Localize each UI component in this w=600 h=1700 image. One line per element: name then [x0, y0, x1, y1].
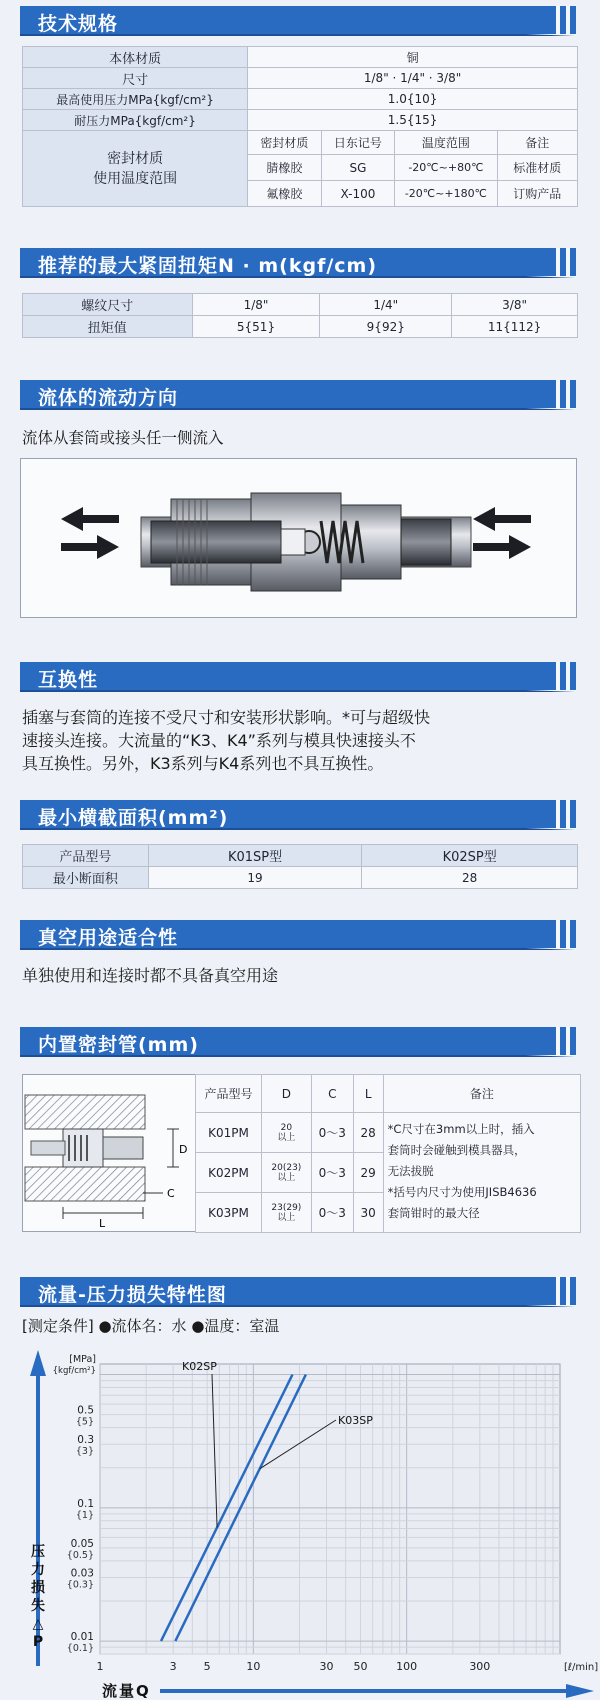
text-line: 具互换性。另外，K3系列与K4系列也不具互换性。 — [22, 754, 384, 773]
seal-cell: 订购产品 — [497, 181, 577, 207]
seal-tube-col-header: D — [261, 1075, 311, 1113]
spec-table — [22, 46, 578, 207]
y-axis-label-char: 损 — [31, 1580, 45, 1596]
y-tick-label: 0.01 — [70, 1631, 94, 1644]
x-tick-label: 5 — [203, 1660, 211, 1673]
right-flow-arrows-icon — [473, 507, 531, 559]
note-line: 无法拔脱 — [387, 1164, 434, 1178]
y-axis-label-char: △ — [32, 1616, 44, 1632]
torque-cell: 11{112} — [452, 316, 578, 338]
plot-area — [100, 1364, 560, 1654]
y-tick-sublabel: {1} — [75, 1509, 94, 1521]
d-value: 23(29) — [271, 1202, 302, 1213]
torque-cell: 9{92} — [320, 316, 452, 338]
x-axis-label: 流量Q — [102, 1682, 151, 1700]
seal-cell: -20℃~+80℃ — [395, 155, 497, 181]
dim-l-label: L — [99, 1217, 106, 1230]
flow-pressure-chart — [0, 1346, 600, 1700]
y-axis-label-char: 压 — [31, 1544, 45, 1560]
seal-cell: -20℃~+180℃ — [395, 181, 497, 207]
y-axis-label-char: 力 — [31, 1562, 45, 1578]
seal-tube-drawing — [23, 1075, 193, 1231]
d-suffix: 以上 — [277, 1172, 296, 1183]
spec-value: 铜 — [248, 47, 578, 68]
section-title: 技术规格 — [38, 13, 119, 35]
flow-text: 流体从套筒或接头任一侧流入 — [22, 429, 224, 447]
area-col-header: K01SP型 — [148, 845, 362, 867]
seal-tube-col-header: C — [311, 1075, 353, 1113]
d-suffix: 以上 — [277, 1132, 296, 1143]
seal-tube-table — [195, 1074, 581, 1233]
y-tick-sublabel: {3} — [75, 1446, 94, 1458]
seal-tube-notes — [383, 1113, 580, 1233]
x-tick-label: 300 — [469, 1660, 491, 1673]
section-title: 推荐的最大紧固扭矩N · m(kgf/cm) — [38, 255, 378, 277]
torque-cell: 3/8" — [452, 294, 578, 316]
area-col-header: 产品型号 — [23, 845, 149, 867]
torque-cell: 5{51} — [192, 316, 320, 338]
seal-tube-c: 0～3 — [311, 1153, 353, 1193]
spec-value: 1.0{10} — [248, 89, 578, 110]
dim-d-label: D — [179, 1143, 188, 1156]
torque-table — [22, 293, 578, 338]
y-axis-arrowhead-icon — [30, 1350, 46, 1376]
seal-tube-c: 0～3 — [311, 1193, 353, 1233]
spec-label: 本体材质 — [23, 47, 248, 68]
y-axis-label-char: 失 — [31, 1598, 45, 1614]
x-tick-label: 30 — [319, 1660, 334, 1673]
seal-label-2: 使用温度范围 — [93, 170, 178, 187]
text-line: 速接头连接。大流量的“K3、K4”系列与模具快速接头不 — [22, 731, 416, 750]
seal-tube-d — [261, 1193, 311, 1233]
torque-cell: 1/4" — [320, 294, 452, 316]
interchange-text — [22, 706, 582, 775]
torque-cell: 1/8" — [192, 294, 320, 316]
y-tick-sublabel: {0.1} — [66, 1643, 94, 1655]
y-unit: [MPa] — [69, 1354, 96, 1365]
dim-c-label: C — [167, 1187, 175, 1200]
seal-tube-col-header: 产品型号 — [196, 1075, 262, 1113]
section-title: 真空用途适合性 — [38, 927, 179, 949]
area-cell: 19 — [148, 867, 362, 889]
left-flow-arrows-icon — [61, 507, 119, 559]
text-line: 插塞与套筒的连接不受尺寸和安装形状影响。*可与超级快 — [22, 708, 431, 727]
section-title: 流体的流动方向 — [38, 387, 179, 409]
seal-label-cell — [23, 131, 248, 207]
note-line: *括号内尺寸为使用JISB4636 — [387, 1185, 537, 1199]
d-suffix: 以上 — [277, 1212, 296, 1223]
seal-tube-model: K01PM — [196, 1113, 262, 1153]
series-label: K02SP — [182, 1360, 217, 1373]
section-header-spec — [20, 6, 576, 36]
y-tick-label: 0.1 — [77, 1497, 94, 1510]
seal-col-header: 日东记号 — [321, 131, 395, 155]
coupling-illustration — [20, 458, 577, 618]
spec-label: 最高使用压力MPa{kgf/cm²} — [23, 89, 248, 110]
vacuum-text: 单独使用和连接时都不具备真空用途 — [22, 966, 279, 985]
seal-tube-l: 28 — [353, 1113, 383, 1153]
section-header-interchange — [20, 662, 576, 692]
seal-tube-l: 30 — [353, 1193, 383, 1233]
spec-label: 耐压力MPa{kgf/cm²} — [23, 110, 248, 131]
seal-label-1: 密封材质 — [107, 150, 164, 167]
y-tick-label: 0.05 — [70, 1537, 94, 1550]
y-tick-sublabel: {5} — [75, 1416, 94, 1428]
chart-conditions: [测定条件] ●流体名：水 ●温度：室温 — [22, 1317, 280, 1335]
section-title: 最小横截面积(mm²) — [38, 807, 229, 829]
seal-tube-d — [261, 1153, 311, 1193]
seal-cell: 腈橡胶 — [248, 155, 322, 181]
seal-col-header: 密封材质 — [248, 131, 322, 155]
section-header-area — [20, 800, 576, 830]
y-tick-label: 0.03 — [70, 1567, 94, 1580]
y-tick-sublabel: {0.5} — [66, 1549, 94, 1561]
seal-tube-panel — [22, 1074, 580, 1232]
x-tick-label: 10 — [246, 1660, 261, 1673]
y-tick-sublabel: {0.3} — [66, 1579, 94, 1591]
seal-col-header: 温度范围 — [395, 131, 497, 155]
y-axis-label-char: P — [32, 1634, 44, 1650]
seal-cell: X-100 — [321, 181, 395, 207]
area-row-label: 最小断面积 — [23, 867, 149, 889]
note-line: 套筒时会碰触到模具器具， — [387, 1143, 526, 1157]
coupling-drawing — [21, 459, 578, 619]
section-header-flow — [20, 380, 576, 410]
seal-cell: 标准材质 — [497, 155, 577, 181]
section-header-chart — [20, 1277, 576, 1307]
y-unit-sub: {kgf/cm²} — [52, 1366, 96, 1376]
area-cell: 28 — [362, 867, 578, 889]
series-label: K03SP — [338, 1414, 373, 1427]
seal-tube-model: K03PM — [196, 1193, 262, 1233]
section-header-vacuum — [20, 920, 576, 950]
torque-label: 螺纹尺寸 — [23, 294, 193, 316]
x-tick-label: 50 — [353, 1660, 368, 1673]
spec-value: 1/8" · 1/4" · 3/8" — [248, 68, 578, 89]
seal-col-header: 备注 — [497, 131, 577, 155]
area-col-header: K02SP型 — [362, 845, 578, 867]
seal-tube-col-header: L — [353, 1075, 383, 1113]
note-line: *C尺寸在3mm以上时，插入 — [387, 1122, 535, 1136]
seal-tube-col-header: 备注 — [383, 1075, 580, 1113]
x-tick-label: 100 — [396, 1660, 418, 1673]
seal-tube-d — [261, 1113, 311, 1153]
x-tick-label: 1 — [96, 1660, 104, 1673]
section-header-seal-tube — [20, 1027, 576, 1057]
torque-label: 扭矩值 — [23, 316, 193, 338]
area-table — [22, 844, 578, 889]
seal-tube-l: 29 — [353, 1153, 383, 1193]
section-title: 流量-压力损失特性图 — [38, 1284, 227, 1306]
y-tick-label: 0.5 — [77, 1404, 94, 1417]
seal-cell: SG — [321, 155, 395, 181]
note-line: 套筒钳时的最大径 — [387, 1206, 480, 1220]
x-axis-arrowhead-icon — [566, 1684, 594, 1698]
seal-tube-c: 0～3 — [311, 1113, 353, 1153]
section-title: 互换性 — [38, 669, 99, 691]
section-header-torque — [20, 248, 576, 278]
x-tick-label: 3 — [169, 1660, 177, 1673]
d-value: 20 — [280, 1122, 293, 1133]
spec-label: 尺寸 — [23, 68, 248, 89]
d-value: 20(23) — [271, 1162, 302, 1173]
y-tick-label: 0.3 — [77, 1434, 94, 1447]
spec-value: 1.5{15} — [248, 110, 578, 131]
seal-cell: 氟橡胶 — [248, 181, 322, 207]
x-unit: [ℓ/min] — [564, 1662, 599, 1673]
section-title: 内置密封管(mm) — [38, 1034, 199, 1056]
seal-tube-model: K02PM — [196, 1153, 262, 1193]
